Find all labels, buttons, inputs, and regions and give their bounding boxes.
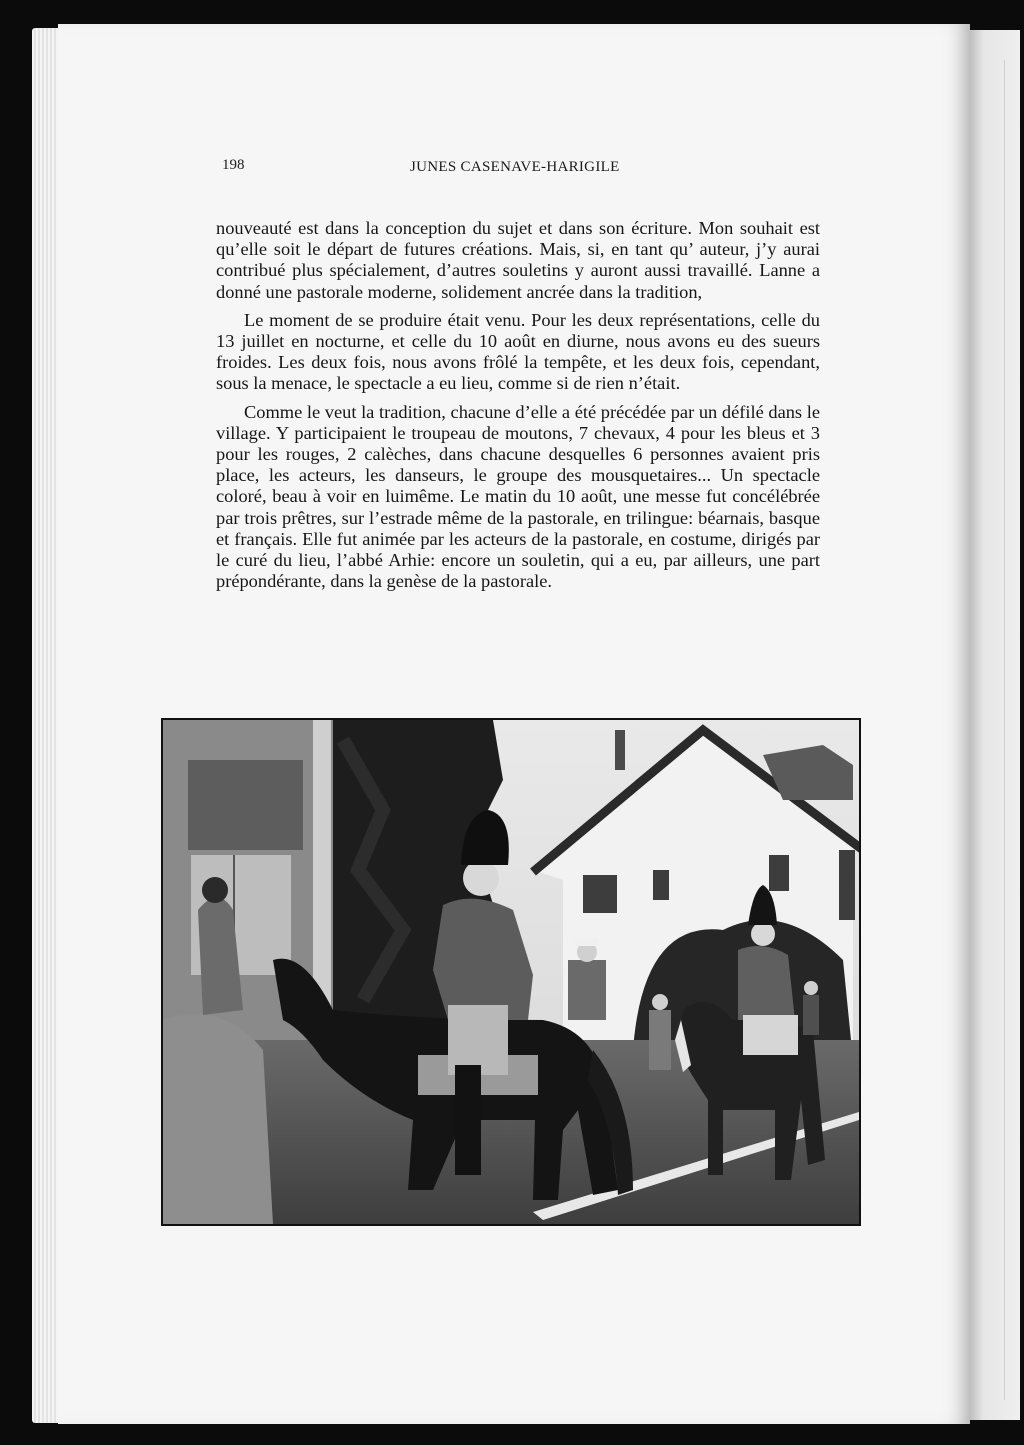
paragraph-1: nouveauté est dans la conception du sujet et dans son écriture. Mon souhait est qu’elle soit le départ de futures créations. Mais, si, en tant qu’ auteur, j’y aurai contribué plus spécialement, d’autres souletins y auront aussi travaillé. Lanne a donné une pastorale moderne, solidement ancrée dans la tradition, (216, 218, 820, 302)
facing-page-edge (968, 30, 1020, 1420)
procession-photo (161, 718, 861, 1226)
grey-horse (163, 1014, 273, 1224)
building-awning (188, 760, 303, 850)
paragraph-3: Comme le veut la tradition, chacune d’elle a été précédée par un défilé dans le village. Y participaient le troupeau de moutons, 7 chevaux, 4 pour les bleus et 3 pour les rouges, 2 calèches, dans chacune desquelles 6 personnes avaient pris place, les acteurs, les danseurs, le groupe des mousquetaires... Un spectacle coloré, beau à voir en luimême. Le matin du 10 août, une messe fut concélébrée par trois prêtres, sur l’estrade même de la pastorale, en trilingue: béarnais, basque et français. Elle fut animée par les acteurs de la pastorale, en costume, dirigés par le curé du lieu, l’abbé Arhie: encore un souletin, qui a eu, par ailleurs, une part prépondérante, dans la genèse de la pastorale. (216, 401, 820, 592)
page-number: 198 (222, 157, 245, 173)
facing-page-line (1004, 60, 1005, 1400)
right-rider-trousers (743, 1015, 798, 1055)
right-rider-face (751, 922, 775, 946)
cowboy-hat (575, 938, 599, 946)
photo-illustration (163, 720, 859, 1224)
chimney (615, 730, 625, 770)
body-text (216, 218, 820, 599)
far-rider (803, 995, 819, 1035)
rider-boot (455, 1065, 481, 1175)
rider-face (463, 860, 499, 896)
paragraph-2: Le moment de se produire était venu. Pour les deux représentations, celle du 13 juillet en nocturne, et celle du 10 août en diurne, nous avons eu des sueurs froides. Les deux fois, nous avons frôlé la tempête, et les deux fois, cependant, sous la menace, le spectacle a eu lieu, comme si de rien n’était. (216, 309, 820, 394)
house-window (583, 875, 617, 913)
right-rider-coat (738, 946, 795, 1020)
running-head: JUNES CASENAVE-HARIGILE (410, 159, 620, 175)
rider-trousers (448, 1005, 508, 1075)
background-rider (568, 960, 606, 1020)
pedestrian (649, 1010, 671, 1070)
